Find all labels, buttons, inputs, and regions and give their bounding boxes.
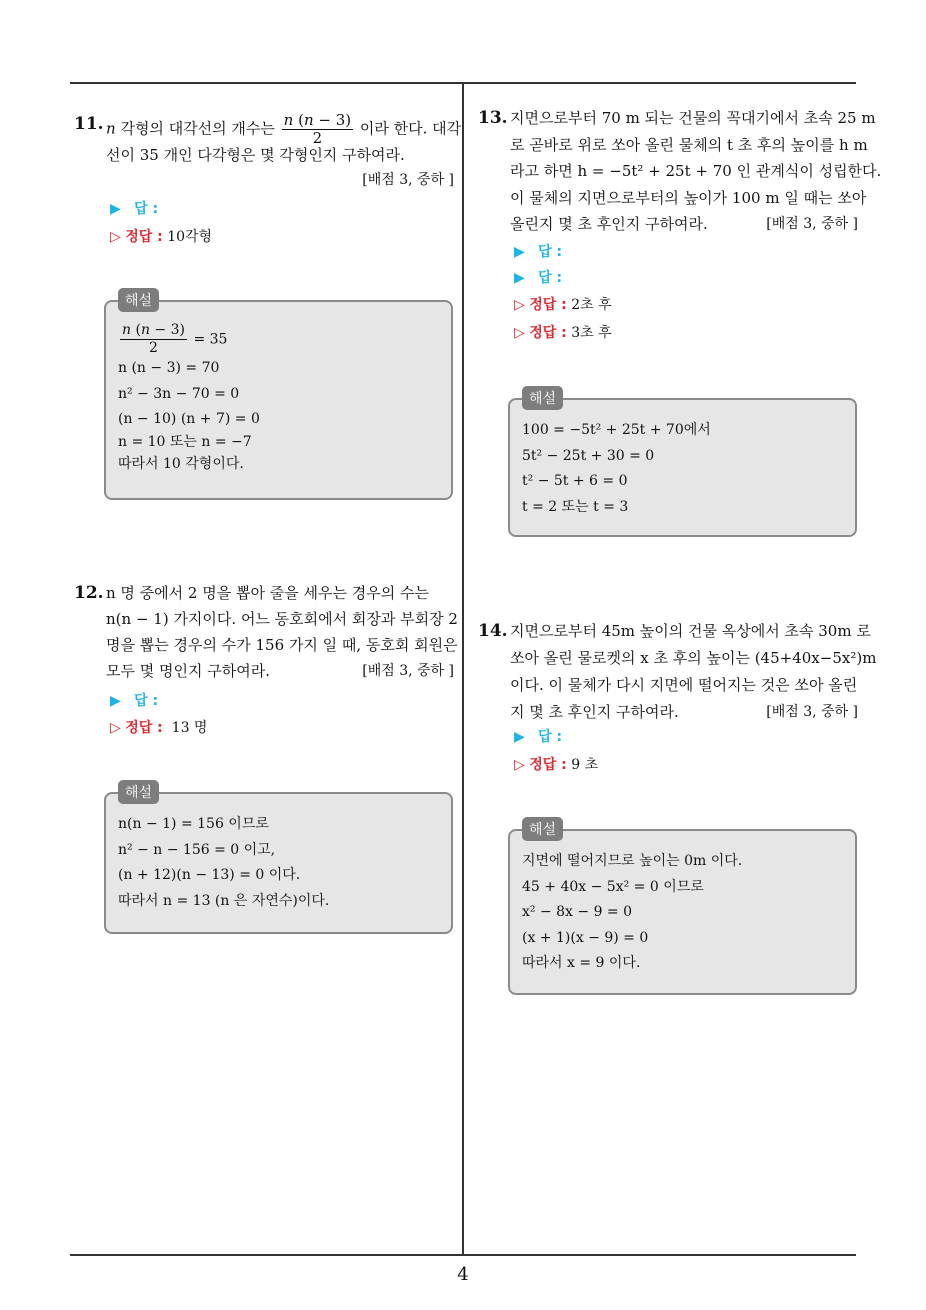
- play-icon: ▶: [110, 693, 121, 709]
- correct-answer-line: ▷ 정답 : 3초 후: [514, 325, 612, 341]
- solution-lines: 지면에 떨어지므로 높이는 0m 이다. 45 + 40x − 5x² = 0 이므로 x² − 8x − 9 = 0 (x + 1)(x − 9) = 0 따라서 x = 9 이다.: [522, 853, 743, 971]
- problem-text: 지면으로부터 45m 높이의 건물 옥상에서 초속 30m 로 쏘아 올린 물로켓의 x 초 후의 높이는 (45+40x−5x²)m 이다. 이 물체가 다시 지면에 떨어지는 것은 쏘아 올린 지 몇 초 후인지 구하여라.: [510, 622, 877, 721]
- solution-box: [104, 293, 453, 500]
- play-icon: ▶: [110, 201, 121, 217]
- correct-answer-line: ▷ 정답 : 2초 후: [514, 297, 612, 313]
- play-outline-icon: ▷: [110, 229, 121, 245]
- problem-13: [478, 105, 882, 238]
- solution-lines: 100 = −5t² + 25t + 70에서 5t² − 25t + 30 = 0 t² − 5t + 6 = 0 t = 2 또는 t = 3: [522, 422, 711, 515]
- problem-14: [478, 618, 877, 726]
- solution-lines: $\frac{n (n - 3)}{2}$ = 35 n (n − 3) = 70 n² − 3n − 70 = 0 (n − 10) (n + 7) = 0 n = 10 또는 n = −7 따라서 10 각형이다.: [118, 322, 260, 472]
- solution-lines: n(n − 1) = 156 이므로 n² − n − 156 = 0 이고, (n + 12)(n − 13) = 0 이다. 따라서 n = 13 (n 은 자연수)이다.: [118, 816, 330, 909]
- play-outline-icon: ▷: [110, 720, 121, 736]
- problem-number: 11.: [74, 114, 104, 134]
- problem-number: 12.: [74, 583, 104, 603]
- problem-text: 지면으로부터 70 m 되는 건물의 꼭대기에서 초속 25 m 로 곧바로 위로 쏘아 올린 물체의 t 초 후의 높이를 h m 라고 하면 h = −5t² + 25t + 70 인 관계식이 성립한다. 이 물체의 지면으로부터의 높이가 100 m 일 때는 쏘아 올린지 몇 초 후인지 구하여라.: [510, 109, 882, 233]
- solution-tag: 해설: [522, 817, 563, 841]
- correct-answer-line: ▷ 정답 : 9 초: [514, 757, 599, 773]
- answer-line: ▶ 답 :: [110, 201, 159, 217]
- page-number: 4: [457, 1264, 469, 1285]
- points-label: [배점 3, 중하 ]: [766, 704, 858, 720]
- fraction: $\frac{n (n - 3)}{2}$: [283, 111, 352, 147]
- solution-box: [508, 391, 857, 537]
- solution-tag: 해설: [118, 780, 159, 804]
- play-outline-icon: ▷: [514, 297, 525, 313]
- answer-line: ▶ 답 :: [514, 729, 563, 745]
- problem-text: n 명 중에서 2 명을 뽑아 줄을 세우는 경우의 수는 n(n − 1) 가지이다. 어느 동호회에서 회장과 부회장 2 명을 뽑는 경우의 수가 156 가지 일 때, 동호회 회원은 모두 몇 명인지 구하여라.: [106, 584, 458, 680]
- answer-line: ▶ 답 :: [514, 244, 563, 260]
- play-icon: ▶: [514, 270, 525, 286]
- problem-text: n 각형의 대각선의 개수는 $\frac{n (n - 3)}{2}$ 이라 한다. 대각 선이 35 개인 다각형은 몇 각형인지 구하여라.: [106, 111, 462, 164]
- solution-box: [508, 822, 857, 995]
- solution-box: [104, 785, 453, 934]
- play-outline-icon: ▷: [514, 757, 525, 773]
- play-icon: ▶: [514, 244, 525, 260]
- problem-12: [74, 580, 458, 684]
- play-icon: ▶: [514, 729, 525, 745]
- correct-answer-line: ▷ 정답 : 13 명: [110, 720, 208, 736]
- problem-number: 14.: [478, 621, 508, 641]
- solution-tag: 해설: [522, 386, 563, 410]
- points-label: [배점 3, 중하 ]: [362, 172, 454, 188]
- answer-line: ▶ 답 :: [110, 693, 159, 709]
- correct-answer-line: ▷ 정답 : 10각형: [110, 229, 213, 245]
- answer-line: ▶ 답 :: [514, 270, 563, 286]
- play-outline-icon: ▷: [514, 325, 525, 341]
- column-divider: [462, 82, 464, 1255]
- solution-tag: 해설: [118, 288, 159, 312]
- points-label: [배점 3, 중하 ]: [766, 216, 858, 232]
- problem-number: 13.: [478, 108, 508, 128]
- points-label: [배점 3, 중하 ]: [362, 663, 454, 679]
- problem-11: [74, 111, 462, 193]
